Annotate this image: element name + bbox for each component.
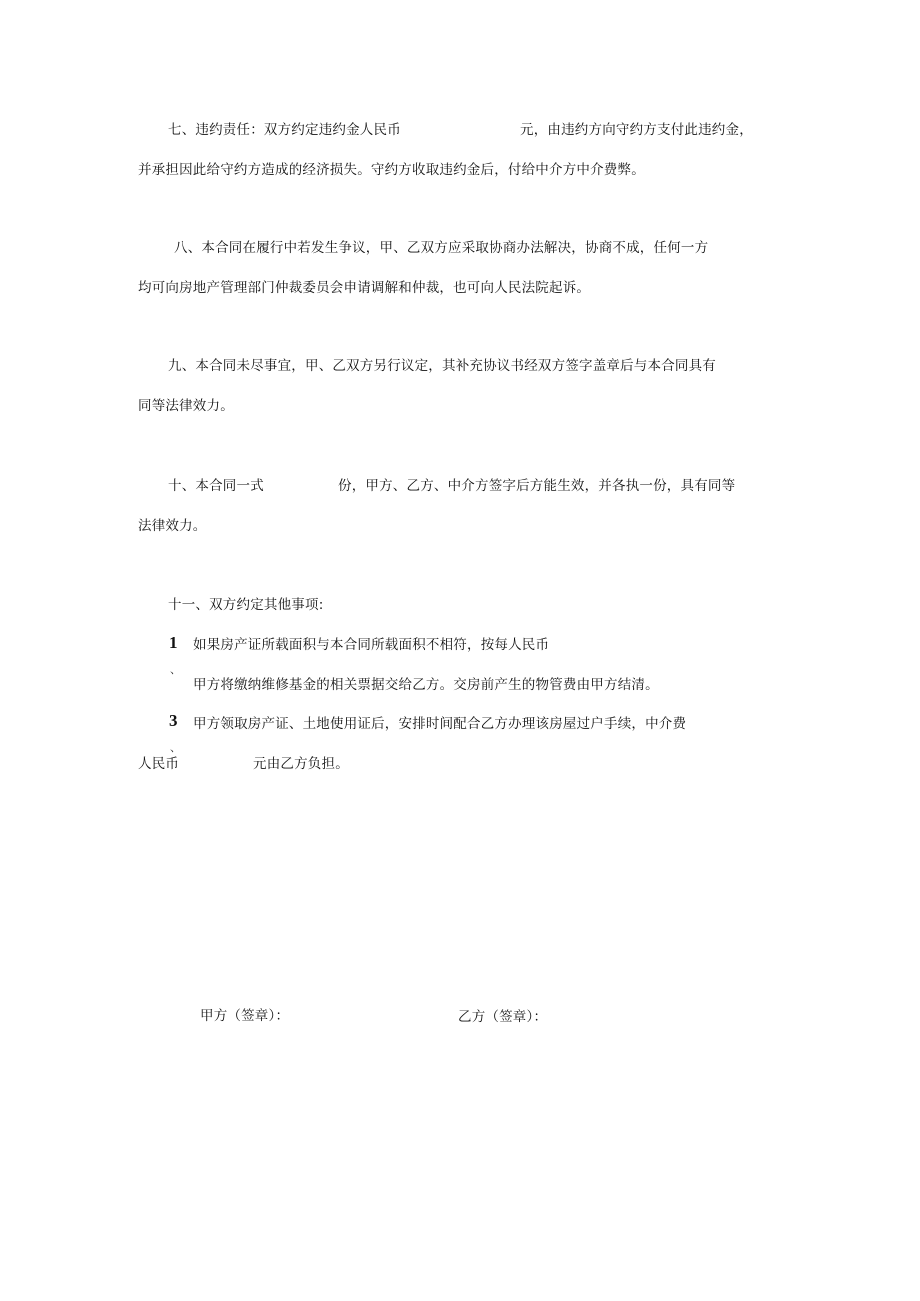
clause-10-line2: 法律效力。 [138,518,207,534]
item-1-mark: 、 [170,663,181,676]
clause-10-line1-start: 十、本合同一式 [168,478,264,494]
item-3-line2-end: 元由乙方负担。 [253,756,349,772]
item-3-number: 3 [169,711,178,730]
clause-8-line2: 均可向房地产管理部门仲裁委员会申请调解和仲裁，也可向人民法院起诉。 [138,280,591,296]
item-2-text: 甲方将缴纳维修基金的相关票据交给乙方。交房前产生的物管费由甲方结清。 [193,677,659,693]
clause-11-heading: 十一、双方约定其他事项: [168,597,324,613]
clause-8-line1: 八、本合同在履行中若发生争议，甲、乙双方应采取协商办法解决，协商不成，任何一方 [174,240,709,256]
clause-9-line1: 九、本合同未尽事宜，甲、乙双方另行议定，其补充协议书经双方签字盖章后与本合同具有 [168,358,716,374]
party-b-signature-label: 乙方（签章）： [458,1009,548,1025]
clause-10-line1-end: 份，甲方、乙方、中介方签字后方能生效，并各执一份，具有同等 [338,478,736,494]
clause-9-line2: 同等法律效力。 [138,398,234,414]
clause-7-line1-start: 七、违约责任：双方约定违约金人民币 [168,122,401,138]
clause-7-line2: 并承担因此给守约方造成的经济损失。守约方收取违约金后，付给中介方中介费弊。 [138,162,645,178]
item-1-text: 如果房产证所载面积与本合同所载面积不相符，按每人民币 [193,637,550,653]
item-3-text: 甲方领取房产证、土地使用证后，安排时间配合乙方办理该房屋过户手续，中介费 [193,716,687,732]
party-a-signature-label: 甲方（签章）： [200,1008,290,1024]
clause-7-line1-end: 元，由违约方向守约方支付此违约金， [520,122,753,138]
item-3-line2-start: 人民币 [138,756,180,772]
item-1-number: 1 [169,633,178,652]
item-3-mark: 、 [170,741,181,754]
